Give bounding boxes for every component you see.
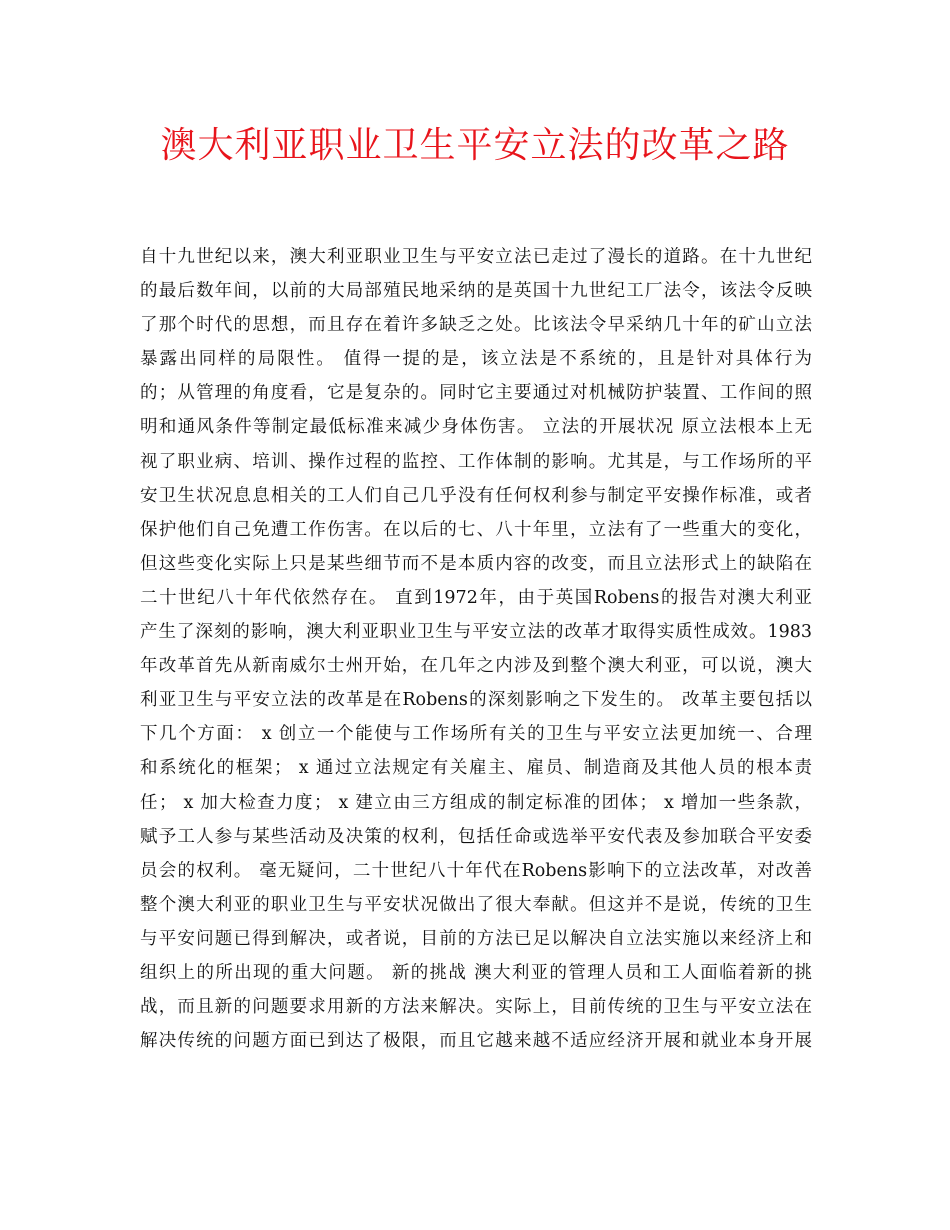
body-line: 自十九世纪以来，澳大利亚职业卫生与平安立法已走过了漫长的道路。在十九世纪 [140,247,812,267]
body-line: 年改革首先从新南威尔士州开始，在几年之内涉及到整个澳大利亚，可以说，澳大 [140,656,812,677]
body-line: 员会的权利。 毫无疑问，二十世纪八十年代在Robens影响下的立法改革，对改善 [140,860,812,881]
body-line: 下几个方面： x 创立一个能使与工作场所有关的卫生与平安立法更加统一、合理 [140,724,812,745]
body-line: 和系统化的框架； x 通过立法规定有关雇主、雇员、制造商及其他人员的根本责 [140,758,812,779]
body-line: 整个澳大利亚的职业卫生与平安状况做出了很大奉献。但这并不是说，传统的卫生 [140,894,812,915]
body-line: 暴露出同样的局限性。 值得一提的是，该立法是不系统的，且是针对具体行为 [140,349,812,370]
body-line: 组织上的所出现的重大问题。 新的挑战 澳大利亚的管理人员和工人面临着新的挑 [140,962,812,983]
body-line: 二十世纪八十年代依然存在。 直到1972年，由于英国Robens的报告对澳大利亚 [140,587,812,608]
body-line: 任； x 加大检查力度； x 建立由三方组成的制定标准的团体； x 增加一些条款， [140,792,812,813]
body-line: 解决传统的问题方面已到达了极限，而且它越来越不适应经济开展和就业本身开展 [140,1031,812,1052]
body-line: 明和通风条件等制定最低标准来减少身体伤害。 立法的开展状况 原立法根本上无 [140,417,812,438]
body-line: 利亚卫生与平安立法的改革是在Robens的深刻影响之下发生的。 改革主要包括以 [140,690,812,711]
body-line: 视了职业病、培训、操作过程的监控、工作体制的影响。尤其是，与工作场所的平 [140,451,812,472]
body-line: 了那个时代的思想，而且存在着许多缺乏之处。比该法令早采纳几十年的矿山立法 [140,315,812,336]
body-line: 但这些变化实际上只是某些细节而不是本质内容的改变，而且立法形式上的缺陷在 [140,553,812,574]
document-title: 澳大利亚职业卫生平安立法的改革之路 [160,125,790,166]
body-line: 与平安问题已得到解决，或者说，目前的方法已足以解决自立法实施以来经济上和 [140,928,812,949]
body-line: 赋予工人参与某些活动及决策的权利，包括任命或选举平安代表及参加联合平安委 [140,826,812,847]
body-line: 保护他们自己免遭工作伤害。在以后的七、八十年里，立法有了一些重大的变化， [140,519,812,540]
body-line: 安卫生状况息息相关的工人们自己几乎没有任何权利参与制定平安操作标准，或者 [140,485,812,506]
document-body [140,240,812,1058]
body-line: 战，而且新的问题要求用新的方法来解决。实际上，目前传统的卫生与平安立法在 [140,997,812,1018]
body-line: 产生了深刻的影响，澳大利亚职业卫生与平安立法的改革才取得实质性成效。1983 [140,622,812,643]
body-line: 的最后数年间，以前的大局部殖民地采纳的是英国十九世纪工厂法令，该法令反映 [140,281,812,302]
body-line: 的；从管理的角度看，它是复杂的。同时它主要通过对机械防护装置、工作间的照 [140,383,812,404]
